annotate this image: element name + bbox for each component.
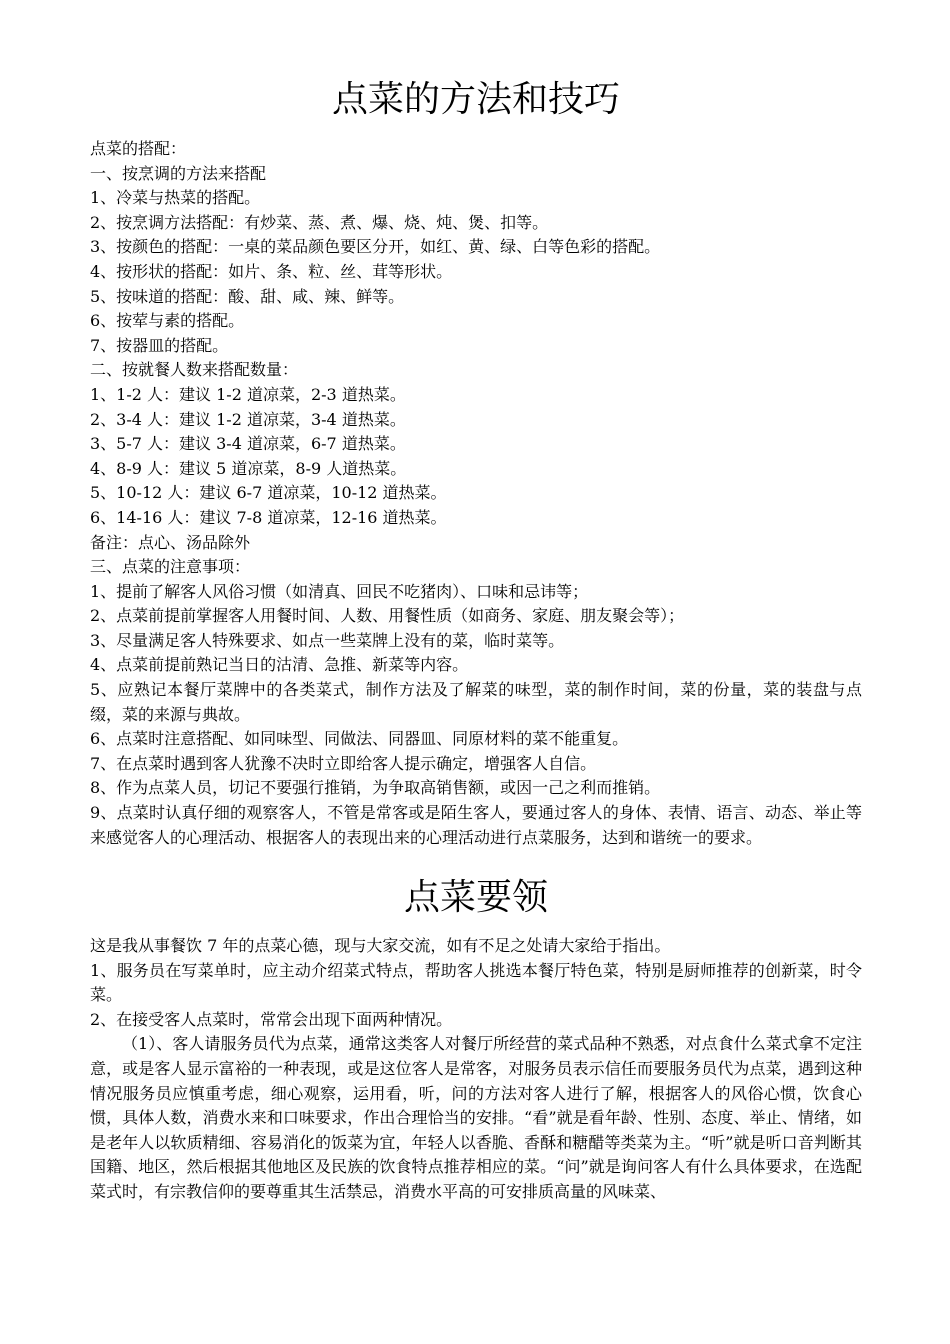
text-line: 2、3-4 人：建议 1-2 道凉菜，3-4 道热菜。: [90, 409, 406, 429]
text-line: 5、10-12 人：建议 6-7 道凉菜，10-12 道热菜。: [90, 483, 447, 503]
text-paragraph: （1）、客人请服务员代为点菜，通常这类客人对餐厅所经营的菜式品种不熟悉，对点食什么菜式拿不定注意，或是客人显示富裕的一种表现，或是这位客人是常客，对服务员表示信任而要服务员代为点菜，遇到这种情况服务员应慎重考虑，细心观察，运用看，听，问的方法对客人进行了解，根据客人的风俗心惯，饮食心惯，具体人数，消费水来和口味要求，作出合理恰当的安排。“看”就是看年龄、性别、态度、举止、情绪，如是老年人以软质精细、容易消化的饭菜为宜，年轻人以香脆、香酥和糖醋等类菜为主。“听”就是听口音判断其国籍、地区，然后根据其他地区及民族的饮食特点推荐相应的菜。“问”就是询问客人有什么具体要求，在选配菜式时，有宗教信仰的要尊重其生活禁忌，消费水平高的可安排质高量的风味菜、: [90, 1034, 862, 1201]
text-line: 1、提前了解客人风俗习惯（如清真、回民不吃猪肉）、口味和忌讳等；: [90, 581, 589, 601]
text-line: 三、点菜的注意事项：: [90, 557, 251, 577]
text-line: 2、点菜前提前掌握客人用餐时间、人数、用餐性质（如商务、家庭、朋友聚会等）；: [90, 606, 685, 626]
text-line: 6、14-16 人：建议 7-8 道凉菜，12-16 道热菜。: [90, 507, 447, 527]
text-paragraph: 1、服务员在写菜单时，应主动介绍菜式特点，帮助客人挑选本餐厅特色菜，特别是厨师推荐的创新菜，时令菜。: [90, 960, 862, 1005]
text-line: 2、按烹调方法搭配：有炒菜、蒸、煮、爆、烧、炖、煲、扣等。: [90, 212, 549, 232]
text-paragraph: 5、应熟记本餐厅菜牌中的各类菜式，制作方法及了解菜的味型，菜的制作时间，菜的份量，菜的装盘与点缀，菜的来源与典故。: [90, 680, 862, 724]
section-ordering-essentials: [90, 934, 862, 1205]
text-line: 3、5-7 人：建议 3-4 道凉菜，6-7 道热菜。: [90, 434, 406, 454]
text-line: 这是我从事餐饮 7 年的点菜心德，现与大家交流，如有不足之处请大家给于指出。: [90, 936, 671, 955]
text-line: 1、冷菜与热菜的搭配。: [90, 188, 261, 208]
text-line: 3、尽量满足客人特殊要求、如点一些菜牌上没有的菜，临时菜等。: [90, 630, 565, 650]
text-line: 6、点菜时注意搭配、如同味型、同做法、同器皿、同原材料的菜不能重复。: [90, 729, 629, 749]
document-title: 点菜的方法和技巧: [331, 79, 620, 120]
text-line: 3、按颜色的搭配：一桌的菜品颜色要区分开，如红、黄、绿、白等色彩的搭配。: [90, 237, 661, 257]
text-line: 4、按形状的搭配：如片、条、粒、丝、茸等形状。: [90, 261, 453, 281]
text-line: 5、按味道的搭配：酸、甜、咸、辣、鲜等。: [90, 286, 405, 306]
text-line: 7、按器皿的搭配。: [90, 335, 229, 355]
text-line: 一、按烹调的方法来搭配: [90, 163, 267, 183]
text-paragraph: 9、点菜时认真仔细的观察客人，不管是常客或是陌生客人，要通过客人的身体、表情、语言、动态、举止等来感觉客人的心理活动、根据客人的表现出来的心理活动进行点菜服务，达到和谐统一的要求。: [90, 803, 862, 847]
section-menu-pairing: [90, 137, 862, 850]
text-line: 二、按就餐人数来搭配数量：: [90, 360, 299, 380]
text-line: 备注：点心、汤品除外: [90, 532, 251, 552]
text-line: 7、在点菜时遇到客人犹豫不决时立即给客人提示确定，增强客人自信。: [90, 753, 597, 773]
text-line: 1、1-2 人：建议 1-2 道凉菜，2-3 道热菜。: [90, 384, 406, 404]
text-line: 4、点菜前提前熟记当日的沽清、急推、新菜等内容。: [90, 655, 469, 675]
text-line: 点菜的搭配：: [90, 139, 187, 158]
section-title: 点菜要领: [403, 877, 548, 918]
text-line: 6、按荤与素的搭配。: [90, 311, 245, 331]
text-line: 8、作为点菜人员，切记不要强行推销，为争取高销售额，或因一己之利而推销。: [90, 778, 661, 798]
text-line: 2、在接受客人点菜时，常常会出现下面两种情况。: [90, 1009, 453, 1029]
text-line: 4、8-9 人：建议 5 道凉菜，8-9 人道热菜。: [90, 458, 407, 478]
